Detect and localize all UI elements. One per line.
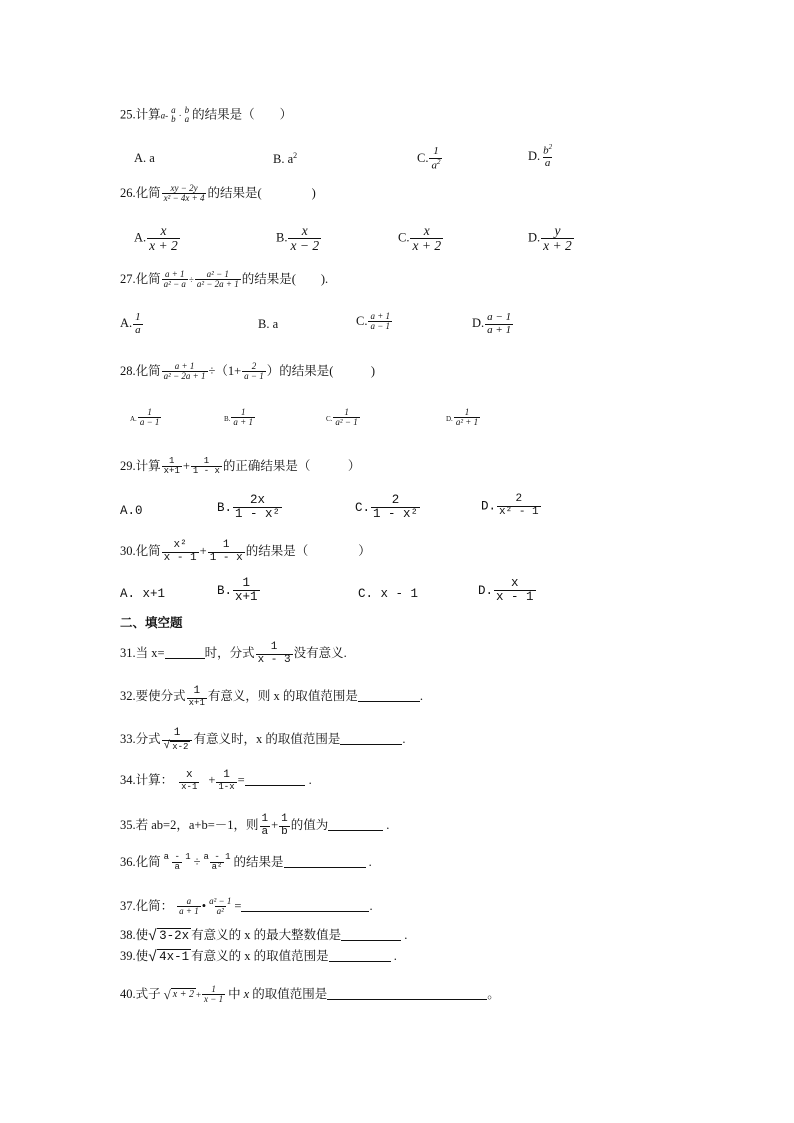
numerator: x <box>511 576 519 590</box>
q27-prefix: 化简 <box>135 271 161 286</box>
option-label: C. <box>398 230 410 245</box>
option-text: A. x+1 <box>120 587 166 601</box>
option-label: D. <box>528 230 541 245</box>
option-label: C. <box>355 500 371 515</box>
q35-fraction-1 <box>260 814 271 838</box>
q37-end: . <box>369 898 373 913</box>
denominator: b <box>281 825 288 838</box>
q37-operator: • <box>201 898 207 913</box>
option-label: B. <box>217 583 233 598</box>
numerator: 2x <box>250 493 266 507</box>
q34-operator: + <box>208 772 216 787</box>
q30-fraction-2 <box>208 540 245 564</box>
q28-number: 28. <box>120 363 136 378</box>
denominator: 1 - x <box>209 551 243 564</box>
question-37 <box>120 897 373 917</box>
q27-fraction-1 <box>162 270 188 290</box>
q28-fraction-1 <box>162 362 208 382</box>
q30-number: 30. <box>120 543 136 558</box>
q29-option-b <box>217 494 283 521</box>
q25-operator: - <box>165 110 169 121</box>
question-40 <box>120 985 500 1005</box>
exponent: 2 <box>436 157 441 166</box>
radicand: x + 2 <box>172 989 194 1001</box>
option-label: D. <box>478 583 494 598</box>
q37-fraction-2 <box>207 897 233 917</box>
denominator: a² <box>216 906 224 917</box>
q28-option-a <box>130 408 162 428</box>
answer-blank[interactable] <box>284 856 366 868</box>
numerator: a − 1 <box>487 311 512 323</box>
denominator: x - 1 <box>496 590 534 605</box>
q29-number: 29. <box>120 458 136 473</box>
option-fraction <box>541 224 574 253</box>
option-label: A. <box>120 315 133 330</box>
q35-prefix: 35.若 ab=2，a+b=－1，则 <box>120 817 259 832</box>
q30-option-c <box>358 588 418 601</box>
q29-suffix: 的正确结果是（ ） <box>222 458 361 473</box>
option-text: C. x - 1 <box>358 587 419 601</box>
q27-option-d <box>472 312 514 336</box>
denominator: x - 3 <box>257 653 291 666</box>
denominator: x+1 <box>163 466 180 477</box>
question-25 <box>120 106 292 125</box>
option-fraction <box>429 146 442 172</box>
option-fraction <box>233 577 260 604</box>
option-fraction <box>288 224 321 253</box>
q32-end: . <box>419 688 423 703</box>
question-34 <box>120 770 312 792</box>
answer-blank[interactable] <box>341 929 401 941</box>
q40-prefix: 40.式子 <box>120 986 161 1001</box>
denominator: x − 2 <box>290 238 320 254</box>
q26-option-a <box>134 224 181 253</box>
option-text: B. a <box>258 317 279 331</box>
q29-fraction-1 <box>162 457 182 477</box>
q31-suffix: 没有意义. <box>293 645 347 660</box>
denominator: a − 1 <box>139 417 160 428</box>
q28-fraction-2 <box>242 362 266 382</box>
radicand: 4x-1 <box>159 950 190 964</box>
option-fraction <box>497 494 541 518</box>
q27-option-c <box>356 312 393 332</box>
exponent: 2 <box>293 151 298 160</box>
denominator: a <box>544 157 551 170</box>
option-fraction <box>333 408 359 428</box>
numerator: a - 1 <box>163 852 191 862</box>
q25-prefix: 计算 <box>135 107 161 122</box>
q40-operator: + <box>195 989 202 1000</box>
numerator: 1 <box>344 407 349 417</box>
q26-option-b <box>276 224 322 253</box>
numerator: 2 <box>251 361 257 371</box>
option-fraction <box>371 494 420 521</box>
denominator: a² + 1 <box>455 417 479 428</box>
numerator: y <box>554 223 561 238</box>
q32-prefix: 32.要使分式 <box>120 688 186 703</box>
q26-suffix: 的结果是( ) <box>207 185 316 200</box>
q40-middle: 中 <box>228 986 241 1001</box>
q32-suffix: 有意义，则 x 的取值范围是 <box>207 688 358 703</box>
denominator: a <box>174 862 180 873</box>
option-text: A.0 <box>120 504 143 518</box>
denominator: a <box>184 114 190 125</box>
denominator: a² − a <box>163 279 186 290</box>
numerator: 1 <box>173 727 181 739</box>
q34-end: . <box>308 772 312 787</box>
q25-dot: · <box>178 110 182 121</box>
numerator: 1 <box>203 456 210 466</box>
q30-suffix: 的结果是（ ） <box>245 543 371 558</box>
q34-equals: = <box>237 772 245 787</box>
option-label: B. <box>217 500 233 515</box>
q27-operator: ÷ <box>188 274 194 285</box>
numerator: a + 1 <box>164 269 185 279</box>
q30-prefix: 化简 <box>135 543 161 558</box>
numerator: 1 <box>433 145 439 157</box>
option-label: C. <box>356 313 368 328</box>
option-label: B. <box>276 230 288 245</box>
q31-prefix: 31.当 x= <box>120 645 165 660</box>
question-30 <box>120 540 371 564</box>
q34-fraction-1 <box>179 770 199 792</box>
option-text: A. a <box>134 151 155 165</box>
option-label: D. <box>446 414 453 423</box>
numerator: a - 1 <box>203 852 231 862</box>
q28-option-c <box>326 408 361 428</box>
numerator: a <box>171 105 176 115</box>
denominator: 1 - x² <box>235 507 281 522</box>
numerator: 1 <box>147 407 152 417</box>
q35-fraction-2 <box>279 814 290 838</box>
q30-fraction-1 <box>162 540 199 564</box>
numerator: b <box>543 144 549 157</box>
q36-end: . <box>368 854 372 869</box>
answer-blank[interactable] <box>329 950 391 962</box>
q30-operator: + <box>199 543 207 558</box>
numerator: x² <box>173 539 187 551</box>
q25-option-a <box>134 152 155 165</box>
option-fraction <box>147 224 180 253</box>
denominator: 1 - x <box>192 466 220 477</box>
q30-option-d <box>478 577 537 604</box>
numerator: 1 <box>169 456 175 466</box>
option-fraction <box>368 312 392 332</box>
numerator: x <box>160 223 167 238</box>
answer-blank[interactable] <box>241 900 369 912</box>
question-33 <box>120 728 405 752</box>
q29-option-c <box>355 494 421 521</box>
numerator: 1 <box>240 407 246 417</box>
q28-middle: ÷（1+ <box>208 363 242 378</box>
q25-term: a <box>160 110 166 121</box>
option-fraction <box>231 408 255 428</box>
option-label: A. <box>134 230 147 245</box>
q25-option-d <box>528 144 555 170</box>
option-fraction <box>541 144 554 170</box>
numerator: b <box>184 105 190 115</box>
numerator: a + 1 <box>370 311 391 321</box>
question-26 <box>120 184 316 204</box>
q33-suffix: 有意义时，x 的取值范围是 <box>193 732 341 747</box>
answer-blank[interactable] <box>245 774 305 786</box>
question-31 <box>120 642 347 666</box>
question-28 <box>120 362 375 382</box>
option-label: C. <box>326 414 333 423</box>
q40-fraction <box>202 985 225 1005</box>
denominator: x+1 <box>188 697 205 708</box>
q33-end: . <box>402 732 406 747</box>
question-35 <box>120 814 389 838</box>
q40-suffix: 的取值范围是 <box>252 986 328 1001</box>
option-label: A. <box>130 414 137 423</box>
denominator: a² − 2a + 1 <box>196 279 239 290</box>
numerator: 1 <box>193 685 201 697</box>
q36-prefix: 36.化简 <box>120 854 161 869</box>
q26-option-d <box>528 224 575 253</box>
q37-prefix: 37.化简： <box>120 898 174 913</box>
numerator: x <box>185 769 193 781</box>
question-29 <box>120 457 360 477</box>
q26-option-c <box>398 224 444 253</box>
q28-option-b <box>224 408 256 428</box>
q39-prefix: 39.使 <box>120 948 149 963</box>
square-root: √ 3-2x <box>148 928 190 945</box>
denominator: x + 2 <box>149 238 178 254</box>
question-36 <box>120 853 372 873</box>
q29-option-d <box>481 494 542 518</box>
q27-suffix: 的结果是( ). <box>241 271 329 286</box>
numerator: 1 <box>135 311 141 323</box>
q39-end: . <box>393 948 397 963</box>
denominator: x² − 4x + 4 <box>163 193 205 204</box>
q30-option-b <box>217 577 261 604</box>
option-label: C. <box>417 150 429 165</box>
q33-prefix: 33.分式 <box>120 732 161 747</box>
q28-prefix: 化简 <box>135 363 161 378</box>
question-27 <box>120 270 328 290</box>
option-text: B. a <box>273 152 294 167</box>
q36-suffix: 的结果是 <box>233 854 284 869</box>
denominator: 1-x <box>218 781 235 792</box>
square-root: √ x + 2 <box>163 987 194 1003</box>
q31-middle: 时，分式 <box>204 645 255 660</box>
denominator: x-1 <box>181 781 198 792</box>
answer-blank[interactable] <box>328 819 383 831</box>
q38-end: . <box>404 927 408 942</box>
square-root: √ x-2 <box>163 740 189 753</box>
numerator: 1 <box>223 769 230 781</box>
option-label: D. <box>472 315 485 330</box>
answer-blank[interactable] <box>327 988 487 1000</box>
option-label: D. <box>481 499 497 514</box>
q31-fraction <box>256 642 293 666</box>
numerator: 1 <box>464 407 470 417</box>
q34-fraction-2 <box>216 770 236 792</box>
numerator: 1 <box>281 813 288 825</box>
q27-number: 27. <box>120 271 136 286</box>
numerator: a <box>186 896 192 906</box>
q26-number: 26. <box>120 185 136 200</box>
option-label: D. <box>528 148 541 163</box>
denominator: a² <box>211 862 223 873</box>
q35-operator: + <box>271 817 279 832</box>
section-heading: 二、填空题 <box>120 615 183 630</box>
denominator: a <box>261 825 269 838</box>
question-38 <box>120 928 407 944</box>
q25-fraction-1 <box>169 106 178 125</box>
q38-prefix: 38.使 <box>120 927 149 942</box>
q37-fraction-1 <box>177 897 201 917</box>
numerator: x <box>423 223 430 238</box>
question-32 <box>120 686 423 708</box>
numerator: 2 <box>515 493 523 505</box>
denominator: x - 1 <box>163 551 197 564</box>
numerator: 1 <box>242 576 251 590</box>
numerator: a + 1 <box>174 361 195 371</box>
answer-blank[interactable] <box>358 690 420 702</box>
q25-fraction-2 <box>183 106 192 125</box>
numerator: a² − 1 <box>209 896 232 906</box>
q30-option-a <box>120 588 165 601</box>
denominator: x − 1 <box>204 994 224 1005</box>
exponent: 2 <box>548 143 553 151</box>
option-fraction <box>454 408 480 428</box>
option-fraction <box>485 312 513 336</box>
option-fraction <box>133 312 143 336</box>
numerator: 1 <box>270 641 278 653</box>
numerator: a² − 1 <box>206 269 229 279</box>
denominator: a + 1 <box>487 323 512 336</box>
numerator: 1 <box>261 813 269 825</box>
q40-variable: x <box>243 986 250 1001</box>
q38-suffix: 有意义的 x 的最大整数值是 <box>191 927 342 942</box>
q25-suffix: 的结果是（ ） <box>192 107 293 122</box>
q25-number: 25. <box>120 107 136 122</box>
denominator: x + 2 <box>543 238 572 254</box>
q35-suffix: 的值为 <box>290 817 329 832</box>
denominator: a − 1 <box>370 321 391 332</box>
denominator: b <box>171 114 176 125</box>
denominator: x + 2 <box>412 238 442 254</box>
radicand: 3-2x <box>159 929 190 943</box>
numerator: 2 <box>391 493 400 507</box>
q29-fraction-2 <box>191 457 222 477</box>
option-fraction <box>410 224 443 253</box>
q29-operator: + <box>182 458 190 473</box>
square-root: √ 4x-1 <box>148 949 190 966</box>
numerator: 1 <box>222 539 230 551</box>
denominator: a² − 2a + 1 <box>163 371 206 382</box>
q26-prefix: 化简 <box>135 185 161 200</box>
q29-prefix: 计算 <box>135 458 161 473</box>
q28-option-d <box>446 408 481 428</box>
numerator: 1 <box>211 984 216 994</box>
q33-fraction <box>162 728 193 752</box>
q25-option-b <box>273 152 297 166</box>
q25-option-c <box>417 146 443 172</box>
q32-fraction <box>187 686 207 708</box>
q27-option-a <box>120 312 144 336</box>
denominator: a − 1 <box>244 371 264 382</box>
q36-fraction-2 <box>202 853 233 873</box>
question-39 <box>120 949 397 965</box>
option-fraction <box>494 577 536 604</box>
q34-prefix: 34.计算： <box>120 772 174 787</box>
q36-fraction-1 <box>162 853 193 873</box>
q39-suffix: 有意义的 x 的取值范围是 <box>191 948 329 963</box>
q29-option-a <box>120 505 143 518</box>
denominator: a <box>431 159 437 172</box>
option-label: B. <box>224 414 231 423</box>
q40-end: 。 <box>487 986 500 1001</box>
radicand: x-2 <box>172 741 189 752</box>
denominator: a + 1 <box>179 906 199 917</box>
answer-blank[interactable] <box>340 733 402 745</box>
q26-fraction <box>162 184 207 204</box>
option-fraction <box>233 494 282 521</box>
denominator: a <box>135 323 141 336</box>
denominator: a + 1 <box>233 417 253 428</box>
denominator: 1 - x² <box>373 507 419 522</box>
q28-suffix: ）的结果是( ) <box>266 363 376 378</box>
q27-fraction-2 <box>195 270 241 290</box>
option-fraction <box>138 408 162 428</box>
denominator: x² - 1 <box>499 505 539 518</box>
denominator: x+1 <box>235 590 258 605</box>
q37-equals: = <box>234 898 242 913</box>
answer-blank[interactable] <box>165 647 205 659</box>
q35-end: . <box>386 817 390 832</box>
numerator: x <box>301 223 308 238</box>
q36-operator: ÷ <box>193 854 201 869</box>
numerator: xy − 2y <box>170 183 198 193</box>
denominator: a² − 1 <box>335 417 358 428</box>
q27-option-b <box>258 318 278 331</box>
